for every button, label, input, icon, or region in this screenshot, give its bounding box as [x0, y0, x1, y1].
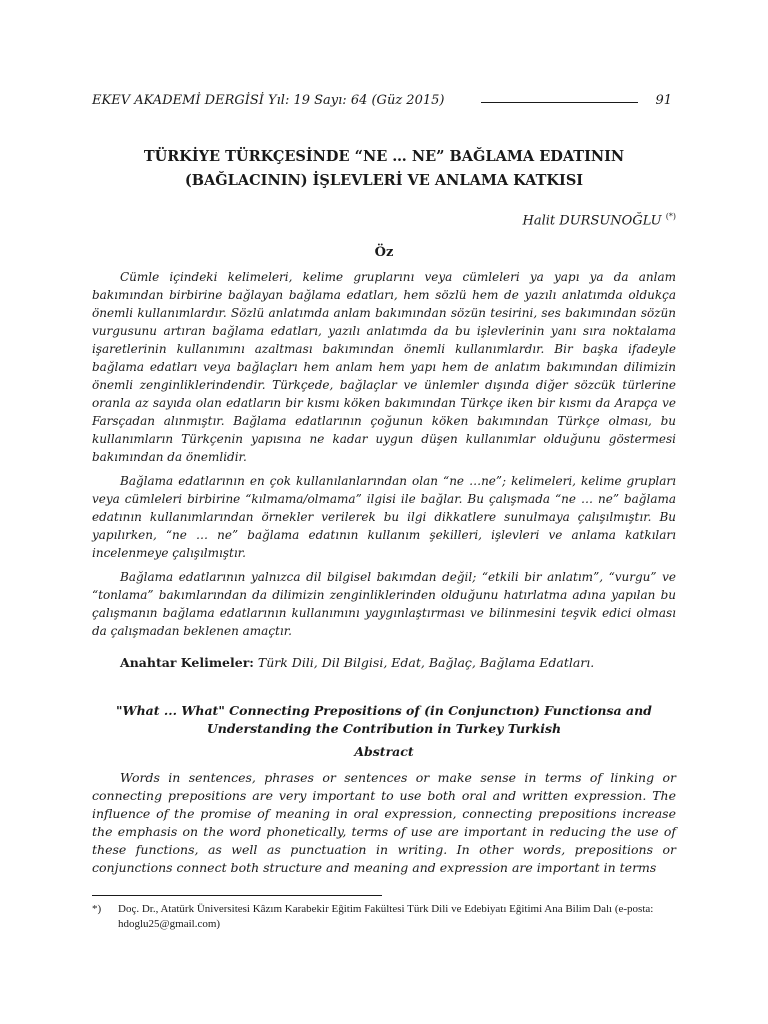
author-name: Halit DURSUNOĞLU — [522, 213, 662, 229]
footnote-rule — [92, 895, 382, 896]
oz-paragraph: Bağlama edatlarının yalnızca dil bilgisel bakımdan değil; “etkili bir anlatım”, “vurgu” ve “tonlama” bakımlarından da dilimizin zenginliklerinden olduğunu hatırlatma adına yapılan bu çalışmanın bağlama edatlarının kullanımını yaygınlaştırması ve bilinmesini teşvik edici olması da çalışmadan beklenen amaçtır. — [92, 570, 676, 638]
header-rule — [481, 102, 638, 103]
footnote — [92, 902, 676, 932]
keywords-label: Anahtar Kelimeler: — [120, 655, 254, 670]
oz-heading: Öz — [374, 245, 394, 260]
oz-paragraph: Bağlama edatlarının en çok kullanılanlarından olan “ne …ne”; kelimeleri, kelime grupları veya cümleleri birbirine “kılmama/olmama” ilgisi ile bağlar. Bu çalışmada “ne … ne” bağlama edatının kullanımlarından örnekler verilerek bu ilgi dikkatlere sunulmaya çalışılmıştır. Bu yapılırken, “ne … ne” bağlama edatının kullanım şekilleri, işlevleri ve anlama katkıları incelenmeye çalışılmıştır. — [92, 474, 676, 560]
article-title — [92, 145, 676, 193]
english-title-line-2: Understanding the Contribution in Turkey Turkish — [206, 721, 562, 736]
abstract-paragraph: Words in sentences, phrases or sentences or make sense in terms of linking or connecting prepositions are very important to use both oral and written expression. The influence of the promise of meaning in oral expression, connecting prepositions increase the emphasis on the word phonetically, terms of use are important in reducing the use of these functions, as well as punctuation in writing. In other words, prepositions or conjunctions connect both structure and meaning and expression are important in terms — [92, 770, 676, 875]
footnote-text: Doç. Dr., Atatürk Üniversitesi Kâzım Karabekir Eğitim Fakültesi Türk Dili ve Edebiyatı Eğitimi Ana Bilim Dalı (e-posta: hdoglu25@gmail.com) — [118, 903, 654, 930]
english-title — [92, 702, 676, 738]
abstract-heading: Abstract — [354, 744, 414, 759]
running-header — [92, 93, 676, 111]
journal-page — [92, 0, 676, 1024]
footnote-marker: *) — [92, 903, 102, 915]
oz-body — [92, 268, 676, 646]
journal-name: EKEV AKADEMİ DERGİSİ Yıl: 19 Sayı: 64 (Güz 2015) — [92, 93, 445, 108]
title-line-2: (BAĞLACININ) İŞLEVLERİ VE ANLAMA KATKISI — [184, 172, 584, 189]
keywords — [120, 655, 676, 670]
keywords-text: Türk Dili, Dil Bilgisi, Edat, Bağlaç, Bağlama Edatları. — [253, 655, 595, 670]
abstract-body — [92, 769, 676, 877]
author-footnote-marker: (*) — [665, 212, 676, 221]
oz-paragraph: Cümle içindeki kelimeleri, kelime gruplarını veya cümleleri ya yapı ya da anlam bakımından birbirine bağlayan bağlama edatları, hem sözlü hem de yazılı anlatımda oldukça önemli kullanımlardır. Sözlü anlatımda anlam bakımından sözün tesirini, ses bakımından sözün vurgusunu artıran bağlama edatları, yazılı anlatımda da bu işlevlerinin yanı sıra noktalama işaretlerinin kullanımını azaltması bakımından önemli kullanımlardır. Bir başka ifadeyle bağlama edatları veya bağlaçları hem anlam hem yapı hem de anlatım bakımından dilimizin önemli zenginliklerindendir. Türkçede, bağlaçlar ve ünlemler dışında diğer sözcük türlerine oranla az sayıda olan edatların bir kısmı köken bakımından Türkçe iken bir kısmı da Arapça ve Farsçadan alınmıştır. Bağlama edatlarının çoğunun köken bakımından Türkçe olması, bu kullanımların Türkçenin yapısına ne kadar uygun düşen kullanımlar olduğunu göstermesi bakımından da önemlidir. — [92, 270, 676, 464]
author — [523, 212, 676, 228]
page-number: 91 — [655, 93, 672, 108]
english-title-line-1: "What ... What" Connecting Prepositions of (in Conjunctıon) Functionsa and — [116, 703, 652, 718]
title-line-1: TÜRKİYE TÜRKÇESİNDE “NE … NE” BAĞLAMA EDATININ — [143, 148, 625, 165]
